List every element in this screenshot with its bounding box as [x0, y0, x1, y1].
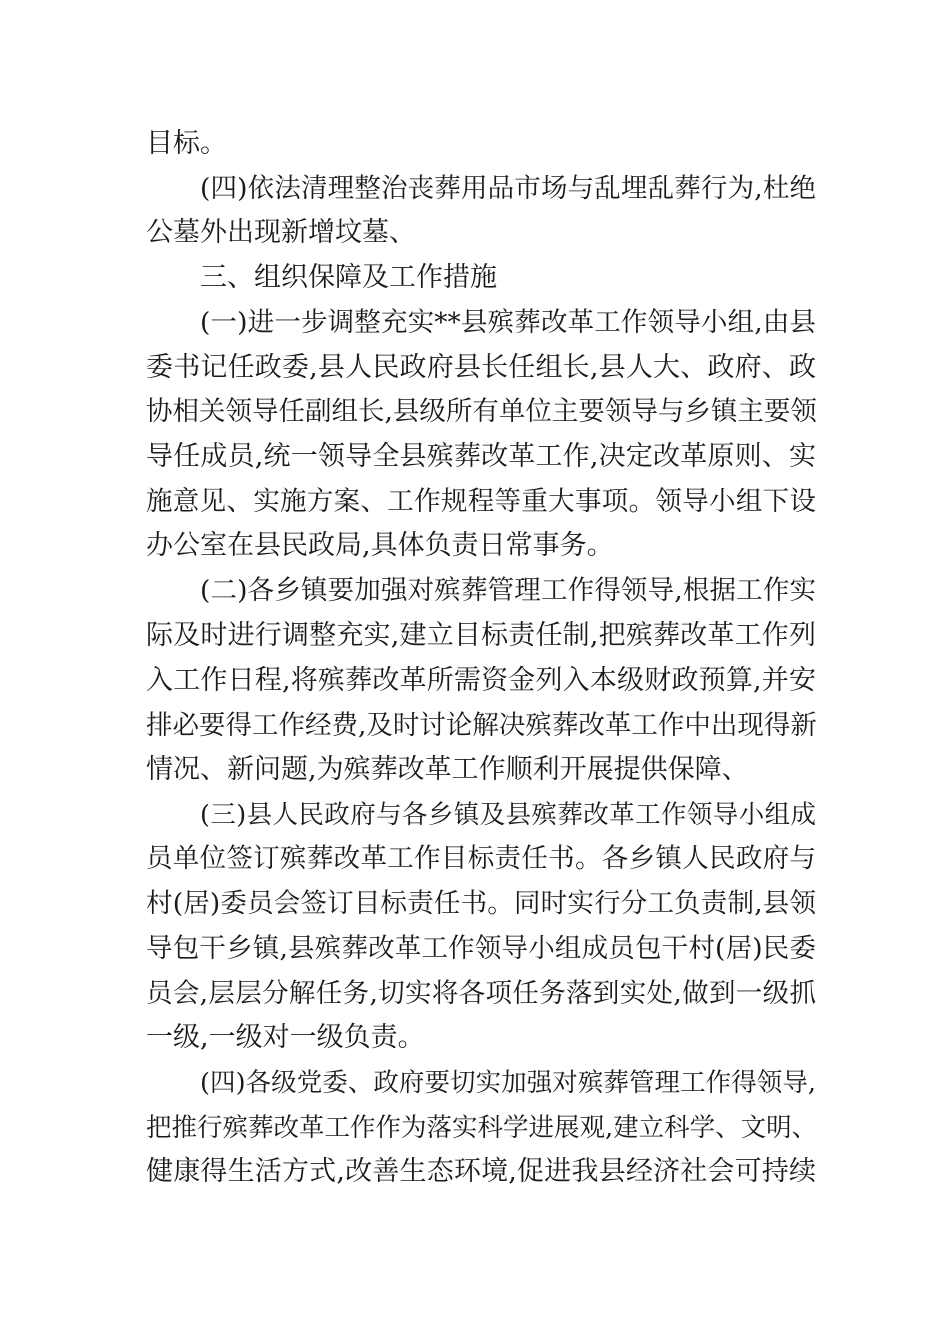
- text-line: 公墓外出现新增坟墓、: [146, 217, 416, 248]
- text-line: (四)依法清理整治丧葬用品市场与乱埋乱葬行为,杜绝: [200, 173, 816, 204]
- text-line: 村(居)委员会签订目标责任书。同时实行分工负责制,县领: [146, 888, 816, 919]
- text-line: 一级,一级对一级负责。: [146, 1022, 425, 1053]
- text-line: 健康得生活方式,改善生态环境,促进我县经济社会可持续: [146, 1156, 816, 1187]
- text-line: (四)各级党委、政府要切实加强对殡葬管理工作得领导,: [200, 1068, 816, 1098]
- text-line: 情况、新问题,为殡葬改革工作顺利开展提供保障、: [146, 754, 749, 785]
- text-line: (二)各乡镇要加强对殡葬管理工作得领导,根据工作实: [200, 575, 816, 606]
- text-line: 目标。: [146, 128, 227, 159]
- text-line: (一)进一步调整充实**县殡葬改革工作领导小组,由县: [200, 307, 816, 338]
- text-line: (三)县人民政府与各乡镇及县殡葬改革工作领导小组成: [200, 800, 816, 830]
- text-line: 排必要得工作经费,及时讨论解决殡葬改革工作中出现得新: [146, 710, 817, 741]
- section-heading: 三、组织保障及工作措施: [200, 262, 497, 293]
- text-line: 员单位签订殡葬改革工作目标责任书。各乡镇人民政府与: [146, 843, 816, 874]
- text-line: 办公室在县民政局,具体负责日常事务。: [146, 530, 614, 561]
- text-line: 协相关领导任副组长,县级所有单位主要领导与乡镇主要领: [146, 396, 817, 427]
- text-line: 委书记任政委,县人民政府县长任组长,县人大、政府、政: [146, 352, 816, 383]
- text-line: 际及时进行调整充实,建立目标责任制,把殡葬改革工作列: [146, 620, 816, 651]
- text-line: 施意见、实施方案、工作规程等重大事项。领导小组下设: [146, 486, 816, 517]
- text-line: 把推行殡葬改革工作作为落实科学进展观,建立科学、文明、: [146, 1113, 818, 1143]
- text-line: 入工作日程,将殡葬改革所需资金列入本级财政预算,并安: [146, 665, 816, 696]
- text-line: 导任成员,统一领导全县殡葬改革工作,决定改革原则、实: [146, 441, 816, 472]
- text-line: 员会,层层分解任务,切实将各项任务落到实处,做到一级抓: [146, 978, 816, 1009]
- text-line: 导包干乡镇,县殡葬改革工作领导小组成员包干村(居)民委: [146, 933, 816, 964]
